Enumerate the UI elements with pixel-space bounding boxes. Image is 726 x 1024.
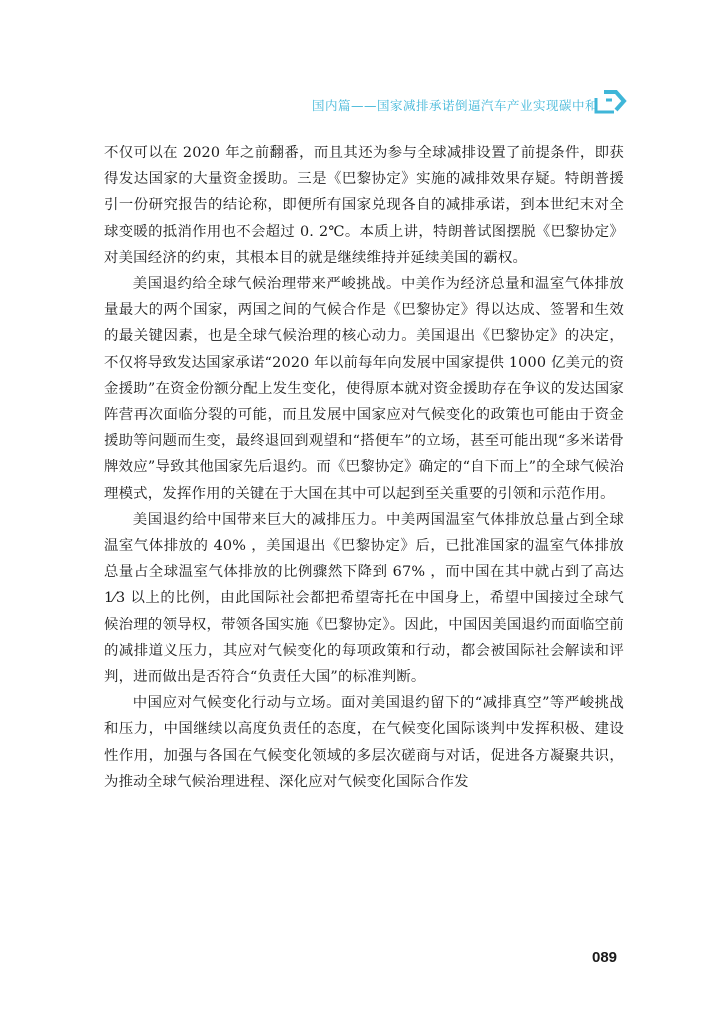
paragraph-2: 美国退约给全球气候治理带来严峻挑战。中美作为经济总量和温室气体排放量最大的两个国家，两国之间的气候合作是《巴黎协定》得以达成、签署和生效的最关键因素，也是全球气候治理的核心动力。美国退出《巴黎协定》的决定，不仅将导致发达国家承诺“2020 年以前每年向发展中国家提供 1000 亿美元的资金援助”在资金份额分配上发生变化，使得原本就对资金援助存在争议的发达国家阵营再次面临分裂的可能，而且发展中国家应对气候变化的政策也可能由于资金援助等问题而生变，最终退回到观望和“搭便车”的立场，甚至可能出现“多米诺骨牌效应”导致其他国家先后退约。而《巴黎协定》确定的“自下而上”的全球气候治理模式，发挥作用的关键在于大国在其中可以起到至关重要的引领和示范作用。: [104, 276, 624, 502]
running-header-title: 国内篇——国家减排承诺倒逼汽车产业实现碳中和: [311, 98, 598, 113]
paragraph-1: 不仅可以在 2020 年之前翻番，而且其还为参与全球减排设置了前提条件，即获得发达国家的大量资金援助。三是《巴黎协定》实施的减排效果存疑。特朗普援引一份研究报告的结论称，即便所有国家兑现各自的减排承诺，到本世纪末对全球变暖的抵消作用也不会超过 0. 2℃。本质上讲，特朗普试图摆脱《巴黎协定》对美国经济的约束，其根本目的就是继续维持并延续美国的霸权。: [104, 145, 624, 266]
chapter-arrow-logo-icon: [594, 88, 628, 114]
page-number: 089: [592, 949, 618, 966]
paragraph-3: 美国退约给中国带来巨大的减排压力。中美两国温室气体排放总量占到全球温室气体排放的 40% ，美国退出《巴黎协定》后，已批准国家的温室气体排放总量占全球温室气体排放的比例骤然下降到 67% ，而中国在其中就占到了高达 1⁄3 以上的比例，由此国际社会都把希望寄托在中国身上，希望中国接过全球气候治理的领导权，带领各国实施《巴黎协定》。因此，中国因美国退约而面临空前的减排道义压力，其应对气候变化的每项政策和行动，都会被国际社会解读和评判，进而做出是否符合“负责任大国”的标准判断。: [104, 511, 624, 686]
paragraph-4: 中国应对气候变化行动与立场。面对美国退约留下的“减排真空”等严峻挑战和压力，中国继续以高度负责任的态度，在气候变化国际谈判中发挥积极、建设性作用，加强与各国在气候变化领域的多层次磋商与对话，促进各方凝聚共识，为推动全球气候治理进程、深化应对气候变化国际合作发: [104, 695, 624, 790]
body-text: [104, 140, 624, 795]
